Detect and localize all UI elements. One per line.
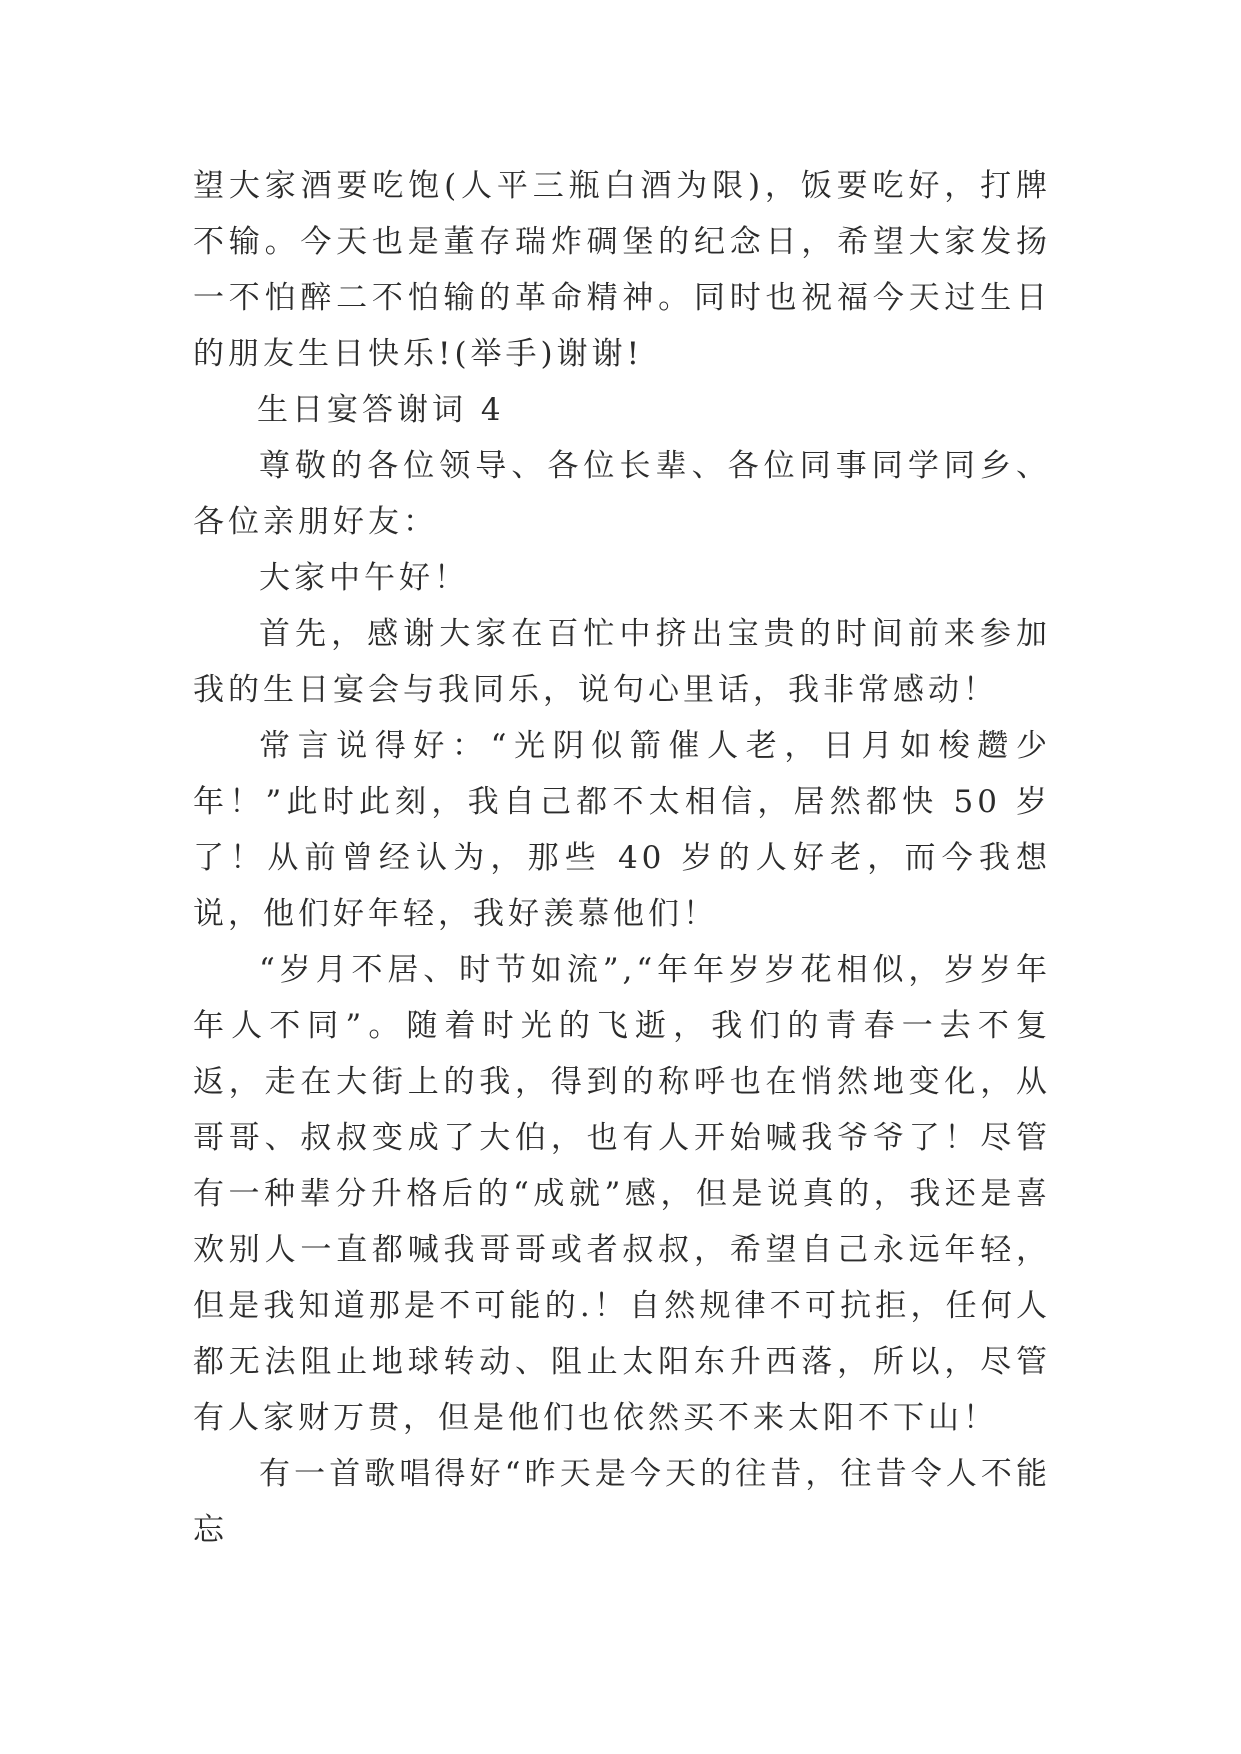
paragraph-proverb: 常言说得好：“光阴似箭催人老，日月如梭趱少年！”此时此刻，我自己都不太相信，居然都快 50 岁了！从前曾经认为，那些 40 岁的人好老，而今我想说，他们好年轻，我好羡慕他们！	[193, 728, 1051, 932]
paragraph-song: 有一首歌唱得好“昨天是今天的往昔，往昔令人不能忘	[193, 1456, 1051, 1548]
paragraph-intro-ending: 望大家酒要吃饱(人平三瓶白酒为限)，饭要吃好，打牌不输。今天也是董存瑞炸碉堡的纪念日，希望大家发扬一不怕醉二不怕输的革命精神。同时也祝福今天过生日的朋友生日快乐!(举手)谢谢!	[193, 168, 1051, 372]
paragraph-time-passing: “岁月不居、时节如流”,“年年岁岁花相似，岁岁年年人不同”。随着时光的飞逝，我们的青春一去不复返，走在大街上的我，得到的称呼也在悄然地变化，从哥哥、叔叔变成了大伯，也有人开始喊我爷爷了！尽管有一种辈分升格后的“成就”感，但是说真的，我还是喜欢别人一直都喊我哥哥或者叔叔，希望自己永远年轻，但是我知道那是不可能的.！自然规律不可抗拒，任何人都无法阻止地球转动、阻止太阳东升西落，所以，尽管有人家财万贯，但是他们也依然买不来太阳不下山！	[193, 952, 1051, 1436]
section-title: 生日宴答谢词 4	[257, 392, 505, 428]
paragraph-salutation: 尊敬的各位领导、各位长辈、各位同事同学同乡、各位亲朋好友：	[193, 448, 1051, 540]
document-body	[193, 158, 1051, 1558]
paragraph-greeting: 大家中午好！	[259, 560, 469, 596]
paragraph-thanks: 首先，感谢大家在百忙中挤出宝贵的时间前来参加我的生日宴会与我同乐，说句心里话，我非常感动！	[193, 616, 1051, 708]
